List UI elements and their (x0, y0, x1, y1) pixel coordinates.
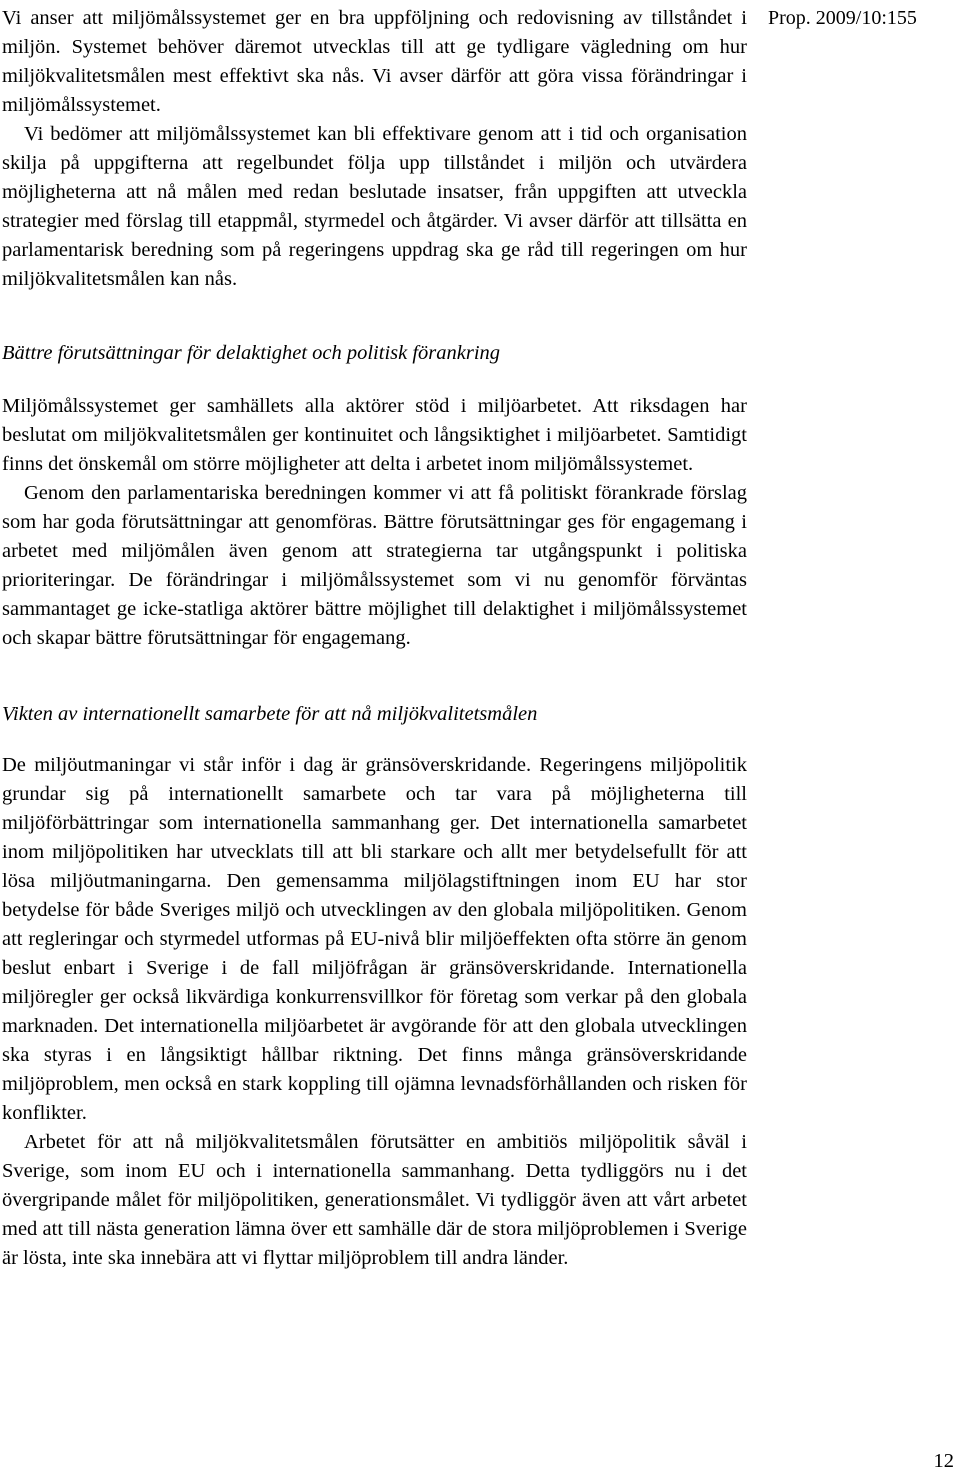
main-text-column (2, 4, 747, 1273)
section-heading-participation: Bättre förutsättningar för delaktighet och politisk förankring (2, 342, 501, 364)
section-2-paragraph-1: De miljöutmaningar vi står inför i dag är gränsöverskridande. Regeringens miljöpolitik grundar sig på internationellt samarbete och tar vara på möjligheterna till miljöförbättringar som internationella sammanhang ger. Det internationella samarbetet inom miljöpolitiken har utvecklats till att bli starkare och allt mer betydelsefullt för att lösa miljöutmaningarna. Den gemensamma miljölagstiftningen inom EU har stor betydelse för både Sveriges miljö och utvecklingen av den globala miljöpolitiken. Genom att regleringar och styrmedel utformas på EU-nivå blir miljöeffekten ofta större än genom beslut enbart i Sverige i de fall miljöfrågan är gränsöverskridande. Internationella miljöregler ger också likvärdiga konkurrensvillkor för företag som verkar på den globala marknaden. Det internationella miljöarbetet är avgörande för att den globala utvecklingen ska styras i en långsiktigt hållbar riktning. Det finns många gränsöverskridande miljöproblem, men också en stark koppling till ojämna levnadsförhållanden och risken för konflikter. (2, 754, 747, 1124)
intro-paragraph-1: Vi anser att miljömålssystemet ger en bra uppföljning och redovisning av tillståndet i miljön. Systemet behöver däremot utvecklas till att ge tydligare vägledning om hur miljökvalitetsmålen mest effektivt ska nås. Vi avser därför att göra vissa förändringar i miljömålssystemet. (2, 7, 747, 116)
intro-paragraph-2: Vi bedömer att miljömålssystemet kan bli effektivare genom att i tid och organisation skilja på uppgifterna att regelbundet följa upp tillståndet i miljön och utvärdera möjligheterna att nå målen med redan beslutade insatser, från uppgiften att utveckla strategier med förslag till etappmål, styrmedel och åtgärder. Vi avser därför att tillsätta en parlamentarisk beredning som på regeringens uppdrag ska ge råd till regeringen om hur miljökvalitetsmålen kan nås. (2, 123, 747, 290)
page-number: 12 (933, 1450, 954, 1472)
proposition-reference: Prop. 2009/10:155 (768, 7, 917, 29)
section-1-paragraph-1: Miljömålssystemet ger samhällets alla aktörer stöd i miljöarbetet. Att riksdagen har beslutat om miljökvalitetsmålen ger kontinuitet och långsiktighet i miljöarbetet. Samtidigt finns det önskemål om större möjligheter att delta i arbetet inom miljömålssystemet. (2, 395, 747, 475)
section-heading-international: Vikten av internationellt samarbete för att nå miljökvalitetsmålen (2, 703, 538, 725)
section-2-paragraph-2: Arbetet för att nå miljökvalitetsmålen förutsätter en ambitiös miljöpolitik såväl i Sverige, som inom EU och i internationella sammanhang. Detta tydliggörs nu i det övergripande målet för miljöpolitiken, generationsmålet. Vi tydliggör även att vårt arbetet med att till nästa generation lämna över ett samhälle där de stora miljöproblemen i Sverige är lösta, inte ska innebära att vi flyttar miljöproblem till andra länder. (2, 1131, 747, 1269)
section-1-paragraph-2: Genom den parlamentariska beredningen kommer vi att få politiskt förankrade förslag som har goda förutsättningar att genomföras. Bättre förutsättningar ges för engagemang i arbetet med miljömålen även genom att strategierna tar utgångspunkt i politiska prioriteringar. De förändringar i miljömålssystemet som vi nu genomför förväntas sammantaget ge icke-statliga aktörer bättre möjlighet till delaktighet i miljömålssystemet och skapar bättre förutsättningar för engagemang. (2, 482, 747, 649)
